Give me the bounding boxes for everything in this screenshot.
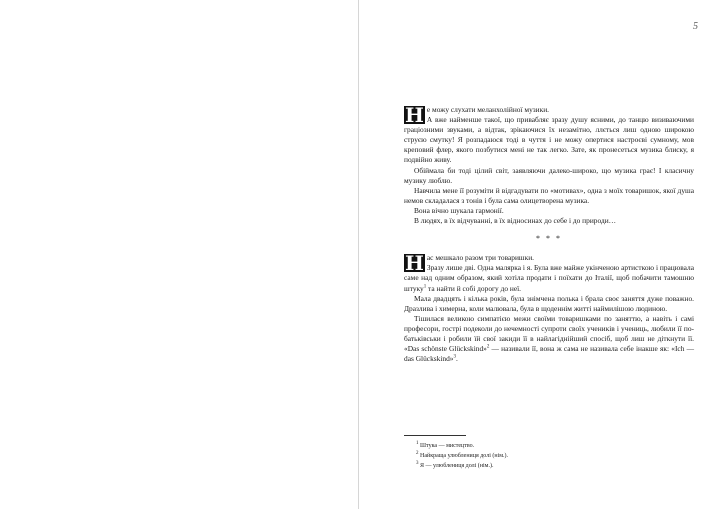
section-separator: * * * [536,234,562,244]
footnote-number: 2 [416,451,419,456]
section1-p1: е можу слухати меланхолійної музики. [426,105,550,114]
footnote-text: Я — улюблениця долі (нім.). [420,463,494,469]
left-page [0,0,358,509]
footnote-rule [404,435,466,436]
footnote-number: 1 [416,441,419,446]
section2-p1b-end: та найти й собі дорогу до неї. [426,283,522,293]
footnote-3 [404,461,694,471]
footnote-1 [404,441,694,451]
footnote-ref-3: 3 [453,354,456,360]
drop-cap-1: Н [405,103,424,127]
main-text [404,105,694,364]
section2-opening [404,253,694,293]
section2-p3-end: . [455,354,458,364]
footnote-ref-1: 1 [423,284,427,290]
section1-p3: Навчила мене її розуміти й відгадувати по «мотивах», одна з моїх товаришок, якої душа немов складалася з тонів і була сама олицетворена музика. [404,185,694,205]
section1-p4: Вона вічно шукала гармонії. [414,205,504,215]
section2-p2: Мала двадцять і кілька років, була знімчена полька і брала своє заняття дуже поважно. Дразлива і химерна, коли малювала, була в щоденнім житті наймилішою людиною. [404,293,694,313]
section2-p1: ас мешкало разом три товаришки. [426,253,535,263]
section1-opening [404,105,694,166]
footnote-number: 3 [416,461,419,466]
section1-p1b: А вже найменше такої, що привабляє зразу душу ясними, до танцю визиваючими граціозними звуками, а відтак, зрікаючися їх незамітно, ллється лиш одною широкою струєю смутку! Я розпадаюся тоді в чуття і не можу опертися настроєві сумному, мов креповий флер, якого позбутися мені не так легко. Зате, як пронесеться музика блиску, я подвійно живу. [404,115,694,165]
section2-p1b-start: Зразу лише дві. Одна малярка і я. Була вже майже укінченою артисткою і працювала саме над одним образом, який хотіла продати і поїхати до Італії, щоб побачити тамошню штуку [404,263,694,293]
section2-p3-mid: — називали її, вона ж сама не називала себе інакше як: «Ich — das Glückskind» [404,344,695,364]
section1-p5: В людях, в їх відчуванні, в їх відносинах до себе і до природи… [414,216,617,226]
drop-cap-2: Н [405,251,424,276]
footnotes [404,441,694,471]
section1-p2: Обіймала би тоді цілий світ, заявляючи далеко-широко, що музика грає! І класичну музику люблю. [404,165,694,185]
footnote-2 [404,451,694,461]
page-number: 5 [693,21,698,32]
section2-p3 [404,314,694,364]
section2-p3-start: Тішилася великою симпатією межи своїми товаришками по заняттю, а навіть і самі професори, гострі подеколи до нечемності супроти своїх учеників і учениць, любили її по-батьківськи і робили їй свої закиди її в найлагіднійший спосіб, щоб лиш не діткнути її. «Das schönste Glückskind» [404,313,694,354]
footnote-text: Найкраща улюблениця долі (нім.). [420,453,509,459]
footnote-text: Штука — мистецтво. [420,443,475,449]
footnote-ref-2: 2 [486,344,490,350]
